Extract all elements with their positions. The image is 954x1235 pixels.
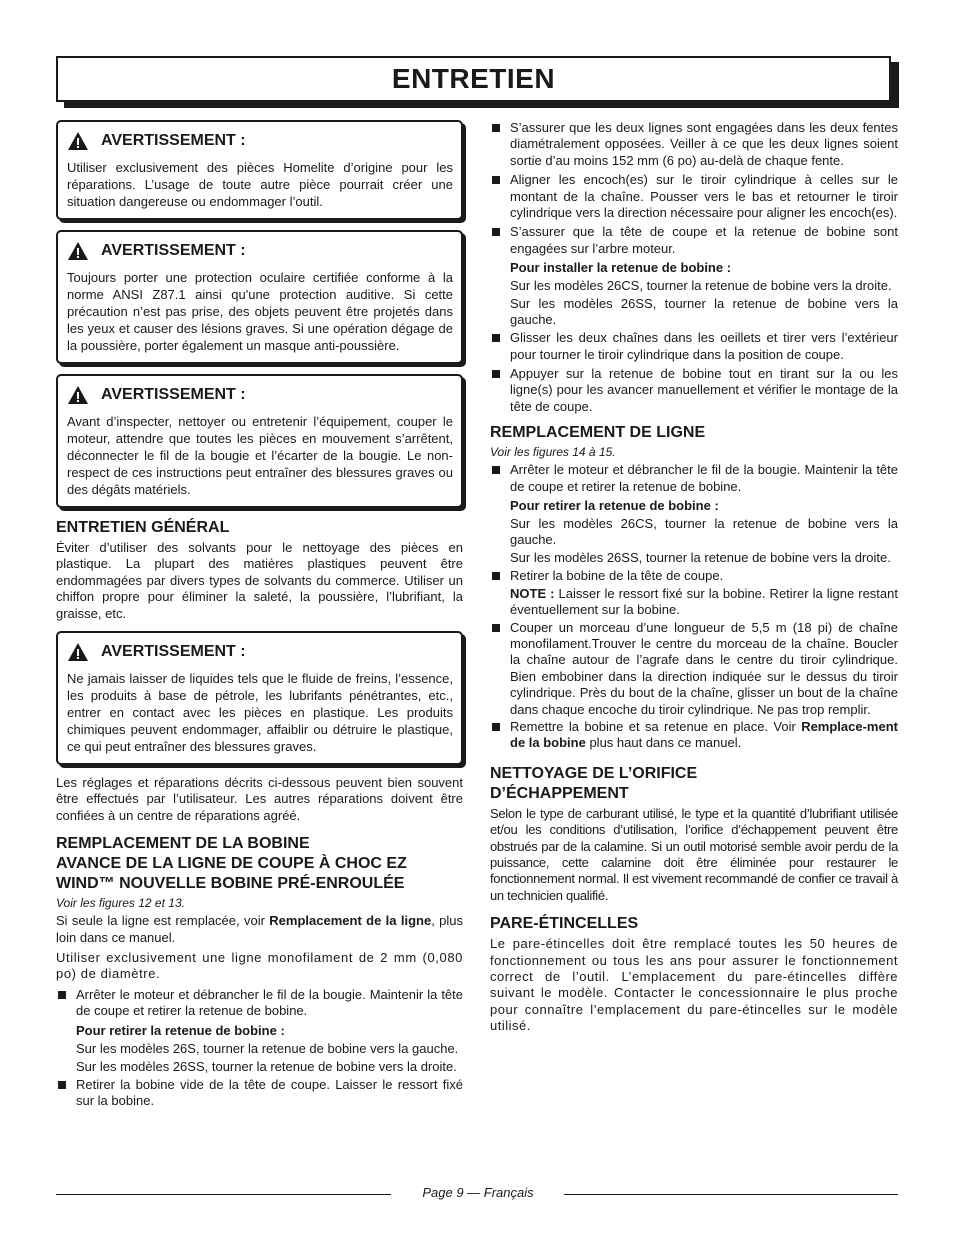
- exhaust-heading-line: NETTOYAGE DE L’ORIFICE: [490, 764, 698, 782]
- spool-intro: [56, 913, 463, 946]
- warning-text: Toujours porter une protection oculaire certifiée conforme à la norme ANSI Z87.1 ainsi qu'une protection auditive. Si cette précaution n’est pas prise, des objets peuvent être projetés dans les yeux et causer des lésions graves. Si une opération dégage de la poussière, porter également un masque anti-poussière.: [67, 270, 453, 353]
- warning-triangle-icon: [67, 642, 89, 662]
- spool-heading-line: AVANCE DE LA LIGNE DE COUPE À CHOC EZ: [56, 855, 407, 873]
- exhaust-heading: [490, 764, 898, 804]
- warning-header: [67, 241, 453, 261]
- spool-heading: [56, 834, 463, 894]
- remove-retainer-26cs: Sur les modèles 26CS, tourner la retenue de bobine vers la gauche.: [510, 516, 898, 548]
- list-item: Retirer la bobine de la tête de coupe.: [490, 568, 898, 584]
- page-number: Page 9 — Français: [422, 1185, 534, 1200]
- remove-retainer-label: Pour retirer la retenue de bobine :: [76, 1022, 285, 1038]
- warning-box: [56, 230, 463, 364]
- list-item-text: plus haut dans ce manuel.: [585, 735, 742, 751]
- install-retainer-26cs: Sur les modèles 26CS, tourner la retenue de bobine vers la droite.: [510, 278, 892, 294]
- figure-reference: Voir les figures 12 et 13.: [56, 896, 185, 911]
- remove-retainer-26ss: Sur les modèles 26SS, tourner la retenue de bobine vers la droite.: [76, 1058, 457, 1074]
- warning-text: Utiliser exclusivement des pièces Homelite d’origine pour les réparations. L’usage de toute autre pièce pourrait créer une situation dangereuse ou endommager l’outil.: [67, 160, 453, 209]
- list-item: Arrêter le moteur et débrancher le fil de la bougie. Maintenir la tête de coupe et retirer la retenue de bobine.: [490, 462, 898, 495]
- list-item: Couper un morceau d’une longueur de 5,5 m (18 pi) de chaîne monofilament.Trouver le centre du morceau de la chaîne. Boucler la chaîne autour de l’agrafe dans le centre du tiroir cylindrique. Bien embobiner dans la direction indiquée sur le dessus du tiroir cylindrique. Près du bout de la chaîne, glisser un bout de la chaîne dans chaque encoche du tiroir cylindrique. Ne pas trop remplir.: [490, 620, 898, 718]
- warning-text: Ne jamais laisser de liquides tels que le fluide de freins, l’essence, les produits à base de pétrole, les lubrifants pénétrantes, etc., entrer en contact avec les pièces en plastique. Les produits chimiques peuvent endommager, affaiblir ou détruire le plastique, ce qui peut entraîner des blessures graves.: [67, 671, 453, 755]
- warning-triangle-icon: [67, 385, 89, 405]
- line-replacement-link-text: Remplacement de la ligne: [269, 913, 432, 929]
- list-item: Glisser les deux chaînes dans les oeillets et tirer vers l’extérieur pour tourner le tiroir cylindrique dans la position de coupe.: [490, 330, 898, 363]
- list-item: Appuyer sur la retenue de bobine tout en tirant sur la ou les ligne(s) pour les avancer manuellement et vérifier le montage de la tête de coupe.: [490, 366, 898, 415]
- remove-retainer-label: Pour retirer la retenue de bobine :: [510, 498, 719, 514]
- note-text: [490, 586, 898, 618]
- general-heading: ENTRETIEN GÉNÉRAL: [56, 519, 230, 536]
- spark-arrestor-heading: PARE-ÉTINCELLES: [490, 915, 639, 933]
- spool-replacement-link-text: Remplace-ment de la bobine: [510, 718, 898, 751]
- spool-line-spec: Utiliser exclusivement une ligne monofilament de 2 mm (0,080 po) de diamètre.: [56, 950, 463, 982]
- page-title: ENTRETIEN: [391, 63, 556, 94]
- warning-title: AVERTISSEMENT :: [101, 132, 246, 149]
- list-item: Aligner les encoch(es) sur le tiroir cylindrique à celles sur le montant de la chaîne. Pousser vers le bas et retourner le tiroir cylindrique vers la direction nécessaire pour aligner les encoch(es).: [490, 172, 898, 221]
- warning-header: [67, 131, 453, 151]
- remove-retainer-26s: Sur les modèles 26S, tourner la retenue de bobine vers la gauche.: [76, 1040, 459, 1056]
- spool-intro-text: Si seule la ligne est remplacée, voir: [56, 913, 270, 929]
- list-item: Retirer la bobine vide de la tête de coupe. Laisser le ressort fixé sur la bobine.: [56, 1077, 463, 1110]
- warning-title: AVERTISSEMENT :: [101, 386, 246, 403]
- remove-retainer-26ss: Sur les modèles 26SS, tourner la retenue de bobine vers la droite.: [510, 550, 891, 566]
- figure-reference: Voir les figures 14 à 15.: [490, 445, 616, 460]
- install-retainer-26ss: Sur les modèles 26SS, tourner la retenue de bobine vers la gauche.: [510, 296, 898, 328]
- note-label: NOTE :: [510, 585, 555, 601]
- list-item: Arrêter le moteur et débrancher le fil de la bougie. Maintenir la tête de coupe et retirer la retenue de bobine.: [56, 987, 463, 1020]
- repairs-text: Les réglages et réparations décrits ci-dessous peuvent bien souvent être effectués par l’utilisateur. Les autres réparations doivent être confiées à un centre de réparations agréé.: [56, 775, 463, 823]
- list-item-text: Remettre la bobine et sa retenue en place. Voir: [510, 718, 802, 734]
- warning-triangle-icon: [67, 131, 89, 151]
- list-item: S’assurer que les deux lignes sont engagées dans les deux fentes diamétralement opposées. Veiller à ce que les deux lignes soient sortie d’au moins 152 mm (6 po) au-delà de chaque fente.: [490, 120, 898, 169]
- warning-box: [56, 374, 463, 508]
- warning-title: AVERTISSEMENT :: [101, 242, 246, 259]
- page-title-box: [56, 56, 891, 102]
- line-replacement-heading: REMPLACEMENT DE LIGNE: [490, 424, 706, 442]
- footer-rule-left: [56, 1194, 391, 1195]
- right-column: [490, 120, 898, 1035]
- exhaust-text: Selon le type de carburant utilisé, le type et la quantité d’lubrifiant utilisée et/ou les conditions d’utilisation, l’orifice d’échappement peuvent être obstrués par de la calamine. Si un outil motorisé semble avoir perdu de la puissance, cette calamine doit être éliminée pour restaurer le fonctionnement normal. Il est vivement recommandé de confier ce travail à un technicien qualifié.: [490, 805, 898, 903]
- warning-header: [67, 385, 453, 405]
- spool-heading-line: REMPLACEMENT DE LA BOBINE: [56, 835, 310, 853]
- install-retainer-label: Pour installer la retenue de bobine :: [510, 260, 732, 276]
- note-body: Laisser le ressort fixé sur la bobine. Retirer la ligne restant éventuellement sur la bobine.: [510, 585, 898, 617]
- warning-text: Avant d’inspecter, nettoyer ou entretenir l’équipement, couper le moteur, attendre que toutes les pièces en mouvement s’arrêtent, déconnecter le fil de la bougie et l’écarter de la bougie. Le non-respect de ces instructions peut entraîner des blessures graves ou des dégâts matériels.: [67, 414, 453, 497]
- spark-arrestor-text: Le pare-étincelles doit être remplacé toutes les 50 heures de fonctionnement ou tous les ans pour assurer le fonctionnement correct de l’outil. L’emplacement du pare-étincelles diffère suivant le modèle. Contacter le concessionnaire le plus proche pour connaître l’emplacement du pare-étincelles sur le modèle utilisé.: [490, 936, 898, 1034]
- spool-intro-text: , plus loin dans ce manuel.: [56, 913, 463, 945]
- warning-box: [56, 120, 463, 220]
- list-item: [490, 719, 898, 752]
- warning-box: [56, 631, 463, 765]
- list-item: S’assurer que la tête de coupe et la retenue de bobine sont engagées sur l’arbre moteur.: [490, 224, 898, 257]
- left-column: [56, 120, 463, 1111]
- spool-heading-line: WIND™ NOUVELLE BOBINE PRÉ-ENROULÉE: [56, 875, 405, 893]
- warning-triangle-icon: [67, 241, 89, 261]
- warning-header: [67, 642, 453, 662]
- general-text: Éviter d’utiliser des solvants pour le nettoyage des pièces en plastique. La plupart des matières plastiques peuvent être endommagées par divers types de solvants du commerce. Utiliser un chiffon propre pour éliminer la saleté, la poussière, l’lubrifiant, la graisse, etc.: [56, 540, 463, 621]
- footer-rule-right: [564, 1194, 898, 1195]
- warning-title: AVERTISSEMENT :: [101, 643, 246, 661]
- page-footer: [56, 1184, 898, 1204]
- exhaust-heading-line: D’ÉCHAPPEMENT: [490, 784, 629, 802]
